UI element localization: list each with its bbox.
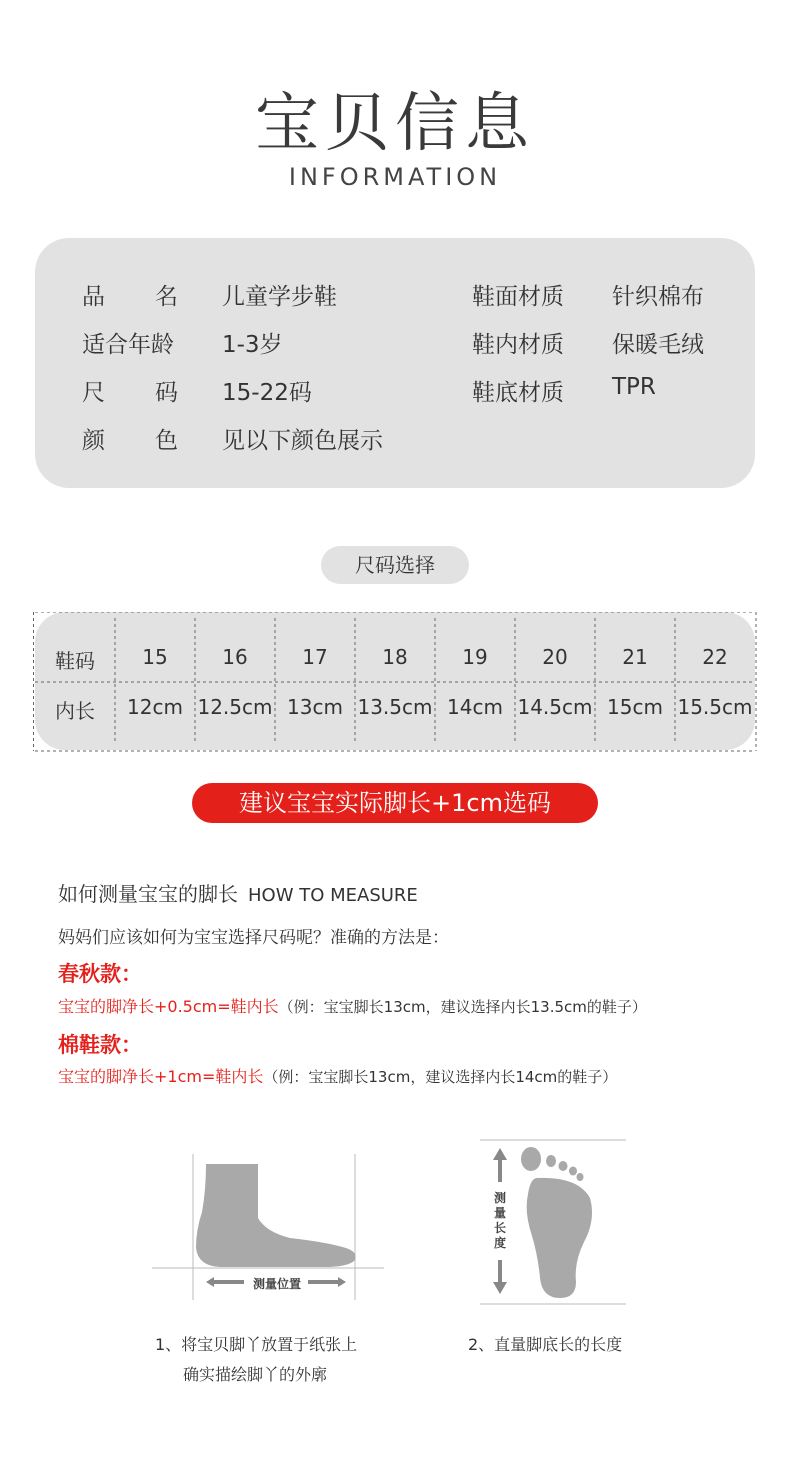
measure-title-cn: 如何测量宝宝的脚长 bbox=[58, 882, 238, 906]
info-label-upper: 鞋面材质 bbox=[472, 284, 564, 310]
info-value-size: 15-22码 bbox=[222, 380, 312, 406]
page-title: 宝贝信息 bbox=[255, 87, 535, 161]
foot-sole-diagram bbox=[480, 1138, 628, 1308]
measure-length-char: 长 bbox=[493, 1221, 507, 1235]
measure-length-char: 测 bbox=[493, 1191, 507, 1205]
size-cell: 21 bbox=[622, 645, 648, 669]
size-cell: 15 bbox=[142, 645, 168, 669]
info-label-name: 品 名 bbox=[82, 284, 178, 310]
caption-step-1-line-2: 确实描绘脚丫的外廓 bbox=[183, 1365, 328, 1384]
info-label-color: 颜 色 bbox=[82, 428, 178, 454]
length-cell: 13.5cm bbox=[357, 695, 433, 719]
size-advice-banner: 建议宝宝实际脚长+1cm选码 bbox=[192, 783, 598, 823]
spring-autumn-title: 春秋款： bbox=[58, 962, 142, 986]
info-value-age: 1-3岁 bbox=[222, 332, 283, 358]
arrow-down-icon bbox=[493, 1260, 507, 1294]
length-cell: 13cm bbox=[287, 695, 343, 719]
foot-side-diagram bbox=[150, 1150, 386, 1306]
cotton-shoe-formula: 宝宝的脚净长+1cm=鞋内长 bbox=[58, 1067, 264, 1086]
size-section-title: 尺码选择 bbox=[321, 546, 469, 584]
measure-title-en: HOW TO MEASURE bbox=[248, 885, 418, 906]
foot-sole-shape bbox=[521, 1147, 592, 1298]
info-label-lining: 鞋内材质 bbox=[472, 332, 564, 358]
arrow-up-icon bbox=[493, 1148, 507, 1182]
length-row-label: 内长 bbox=[55, 699, 95, 723]
length-cell: 15.5cm bbox=[677, 695, 753, 719]
size-cell: 20 bbox=[542, 645, 568, 669]
info-value-lining: 保暖毛绒 bbox=[612, 332, 704, 358]
size-cell: 16 bbox=[222, 645, 248, 669]
caption-step-1-line-1: 1、将宝贝脚丫放置于纸张上 bbox=[155, 1335, 358, 1354]
info-value-sole: TPR bbox=[612, 374, 656, 400]
cotton-shoe-title: 棉鞋款： bbox=[58, 1033, 142, 1057]
measure-title bbox=[58, 878, 418, 907]
caption-step-1 bbox=[155, 1330, 357, 1390]
size-row-label: 鞋码 bbox=[55, 649, 95, 673]
info-value-color: 见以下颜色展示 bbox=[222, 428, 383, 454]
cotton-shoe-rule bbox=[58, 1064, 617, 1087]
size-cell: 19 bbox=[462, 645, 488, 669]
measure-position-label: 测量位置 bbox=[252, 1277, 302, 1291]
length-cell: 12.5cm bbox=[197, 695, 273, 719]
caption-step-2: 2、直量脚底长的长度 bbox=[468, 1335, 623, 1354]
measure-intro: 妈妈们应该如何为宝宝选择尺码呢？准确的方法是： bbox=[58, 928, 449, 948]
foot-side-shape bbox=[196, 1164, 356, 1267]
size-cell: 22 bbox=[702, 645, 728, 669]
length-cell: 14cm bbox=[447, 695, 503, 719]
length-cell: 12cm bbox=[127, 695, 183, 719]
spring-autumn-formula: 宝宝的脚净长+0.5cm=鞋内长 bbox=[58, 997, 279, 1016]
info-label-sole: 鞋底材质 bbox=[472, 380, 564, 406]
info-label-age: 适合年龄 bbox=[82, 332, 174, 358]
info-label-size: 尺 码 bbox=[82, 380, 178, 406]
spring-autumn-example: （例：宝宝脚长13cm，建议选择内长13.5cm的鞋子） bbox=[278, 998, 647, 1016]
info-value-upper: 针织棉布 bbox=[612, 284, 704, 310]
arrow-right-icon bbox=[308, 1277, 346, 1287]
size-cell: 18 bbox=[382, 645, 408, 669]
spring-autumn-rule bbox=[58, 994, 647, 1017]
length-cell: 14.5cm bbox=[517, 695, 593, 719]
cotton-shoe-example: （例：宝宝脚长13cm，建议选择内长14cm的鞋子） bbox=[263, 1068, 618, 1086]
info-value-name: 儿童学步鞋 bbox=[222, 284, 337, 310]
length-cell: 15cm bbox=[607, 695, 663, 719]
product-info-card bbox=[35, 238, 755, 488]
size-table-frame bbox=[33, 612, 757, 752]
measure-length-char: 度 bbox=[493, 1236, 507, 1250]
size-cell: 17 bbox=[302, 645, 328, 669]
measure-length-char: 量 bbox=[493, 1206, 507, 1220]
arrow-left-icon bbox=[206, 1277, 244, 1287]
page-subtitle: INFORMATION bbox=[288, 163, 502, 191]
